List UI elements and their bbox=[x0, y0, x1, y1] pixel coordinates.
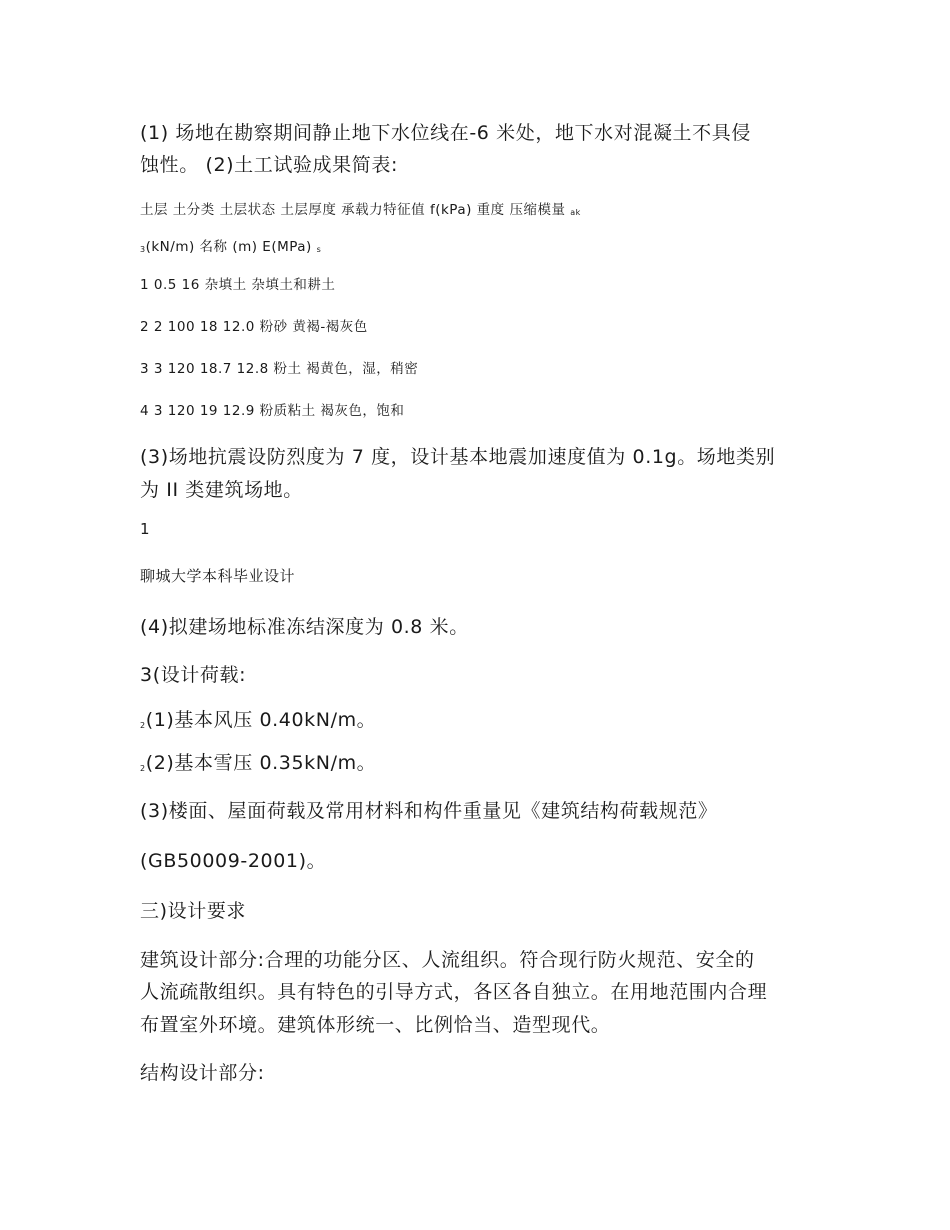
soil-table-header-text: 土层 土分类 土层状态 土层厚度 承载力特征值 f(kPa) 重度 压缩模量 bbox=[140, 202, 566, 218]
soil-table-row: 3 3 120 18.7 12.8 粉土 褐黄色，湿，稍密 bbox=[140, 361, 419, 377]
requirements-line2: 人流疏散组织。具有特色的引导方式，各区各自独立。在用地范围内合理 bbox=[140, 981, 768, 1003]
soil-table-row: 2 2 100 18 12.0 粉砂 黄褐-褐灰色 bbox=[140, 319, 368, 335]
paragraph-seismic-line2: 为 II 类建筑场地。 bbox=[140, 479, 303, 501]
running-header: 聊城大学本科毕业设计 bbox=[140, 567, 296, 585]
requirements-line1: 建筑设计部分:合理的功能分区、人流组织。符合现行防火规范、安全的 bbox=[140, 949, 755, 971]
paragraph-seismic-line1: (3)场地抗震设防烈度为 7 度，设计基本地震加速度值为 0.1g。场地类别 bbox=[140, 446, 776, 468]
structure-design-heading: 结构设计部分: bbox=[140, 1062, 265, 1084]
load-snow-text: (2)基本雪压 0.35kN/m。 bbox=[145, 752, 377, 774]
soil-table-row: 4 3 120 19 12.9 粉质粘土 褐灰色，饱和 bbox=[140, 403, 405, 419]
section-design-loads: 3(设计荷载: bbox=[140, 664, 247, 686]
soil-table-header-row1 bbox=[140, 198, 581, 218]
load-standard-code: (GB50009-2001)。 bbox=[140, 850, 327, 872]
soil-table-row: 1 0.5 16 杂填土 杂填土和耕土 bbox=[140, 277, 336, 293]
soil-table-header2-subscript: s bbox=[316, 245, 322, 254]
soil-table-header2-text: (kN/m) 名称 (m) E(MPa) bbox=[145, 239, 312, 255]
load-snow-pressure bbox=[140, 748, 376, 775]
paragraph-groundwater-line2: 蚀性。 (2)土工试验成果简表: bbox=[140, 154, 398, 176]
section-design-requirements: 三)设计要求 bbox=[140, 900, 247, 922]
requirements-line3: 布置室外环境。建筑体形统一、比例恰当、造型现代。 bbox=[140, 1014, 611, 1036]
soil-table-unit-superscript: 3 bbox=[140, 245, 146, 254]
load-floor-roof: (3)楼面、屋面荷载及常用材料和构件重量见《建筑结构荷载规范》 bbox=[140, 800, 718, 822]
paragraph-groundwater-line1: (1) 场地在勘察期间静止地下水位线在-6 米处，地下水对混凝土不具侵 bbox=[140, 122, 751, 144]
paragraph-frost-depth: (4)拟建场地标准冻结深度为 0.8 米。 bbox=[140, 616, 469, 638]
page-number: 1 bbox=[140, 520, 151, 538]
load-wind-mark: 2 bbox=[140, 721, 146, 730]
load-snow-mark: 2 bbox=[140, 764, 146, 773]
load-wind-pressure bbox=[140, 705, 376, 732]
soil-table-header-subscript: ak bbox=[570, 208, 581, 217]
soil-table-header-row2 bbox=[140, 235, 321, 255]
load-wind-text: (1)基本风压 0.40kN/m。 bbox=[145, 709, 377, 731]
